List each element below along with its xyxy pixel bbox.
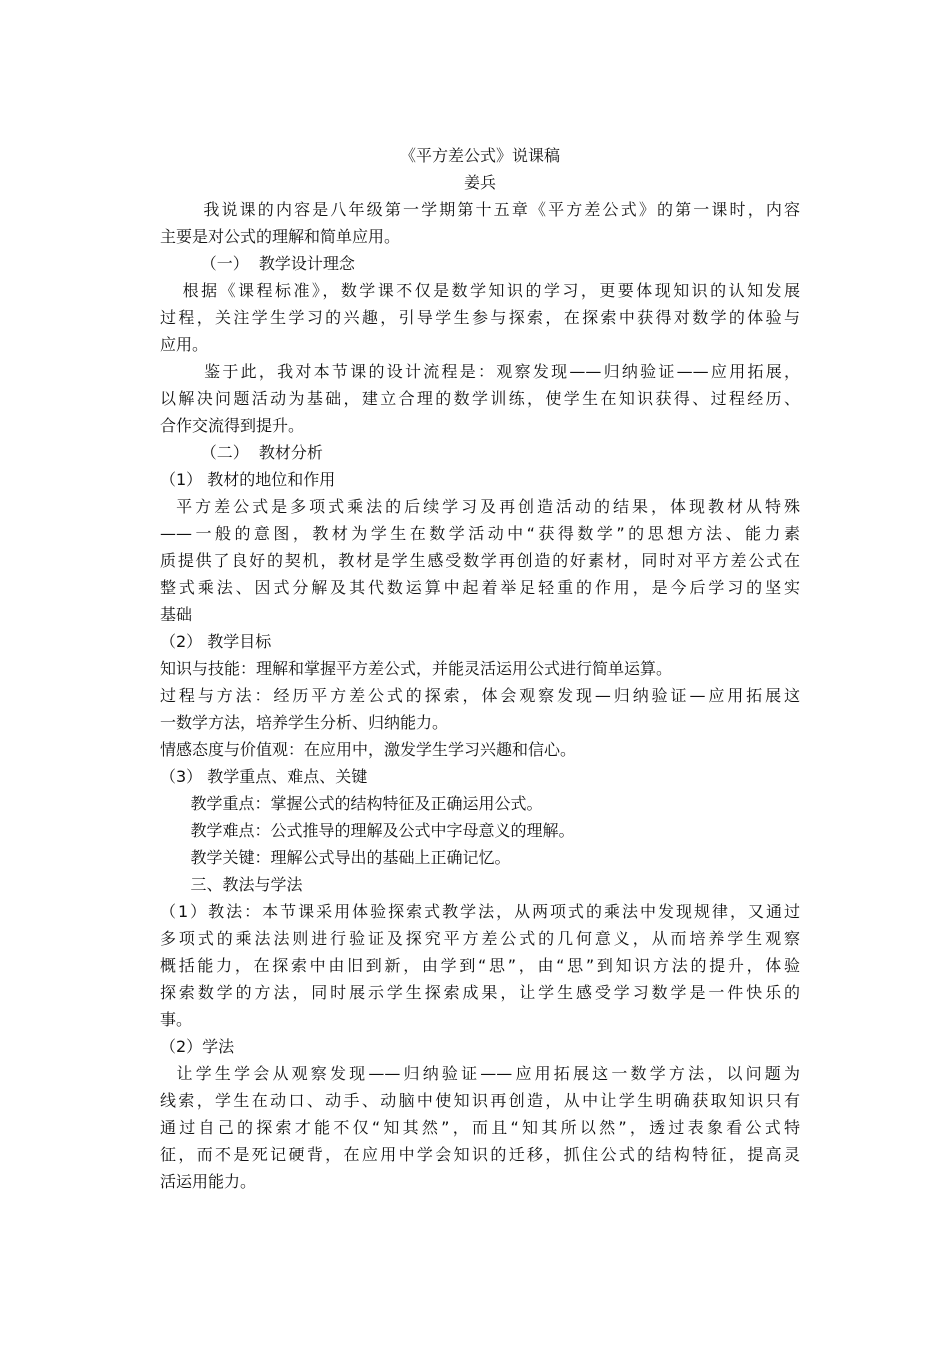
text-line: 线索，学生在动口、动手、动脑中使知识再创造，从中让学生明确获取知识只有	[160, 1091, 800, 1110]
text-line: 质提供了良好的契机，教材是学生感受数学再创造的好素材，同时对平方差公式在	[160, 551, 800, 570]
text-line: 过程与方法：经历平方差公式的探索，体会观察发现—归纳验证—应用拓展这	[160, 686, 800, 705]
text-line: 教学重点：掌握公式的结构特征及正确运用公式。	[160, 794, 543, 813]
text-line: 教学关键：理解公式导出的基础上正确记忆。	[160, 848, 511, 867]
text-line: 以解决问题活动为基础，建立合理的数学训练，使学生在知识获得、过程经历、	[160, 389, 800, 408]
text-line: 应用。	[160, 335, 209, 354]
text-line: 鉴于此，我对本节课的设计流程是：观察发现——归纳验证——应用拓展，	[160, 362, 800, 381]
text-line: 活运用能力。	[160, 1172, 257, 1191]
document-body	[160, 140, 800, 1195]
text-line: ——一般的意图，教材为学生在数学活动中“获得数学”的思想方法、能力素	[160, 524, 800, 543]
text-line: 知识与技能：理解和掌握平方差公式，并能灵活运用公式进行简单运算。	[160, 659, 673, 678]
text-line: 基础	[160, 605, 193, 624]
text-line: 过程，关注学生学习的兴趣，引导学生参与探索，在探索中获得对数学的体验与	[160, 308, 800, 327]
text-line: 主要是对公式的理解和简单应用。	[160, 227, 401, 246]
text-line: 一数学方法，培养学生分析、归纳能力。	[160, 713, 449, 732]
text-line: 整式乘法、因式分解及其代数运算中起着举足轻重的作用，是今后学习的坚实	[160, 578, 800, 597]
document-title: 《平方差公式》说课稿	[399, 146, 560, 165]
text-line: 通过自己的探索才能不仅“知其然”，而且“知其所以然”，透过表象看公式特	[160, 1118, 800, 1137]
text-line: （2） 教学目标	[160, 632, 272, 651]
text-line: 征，而不是死记硬背，在应用中学会知识的迁移，抓住公式的结构特征，提高灵	[160, 1145, 800, 1164]
text-line: （1）教法：本节课采用体验探索式教学法，从两项式的乘法中发现规律，又通过	[160, 902, 800, 921]
document-author: 姜兵	[463, 173, 496, 192]
text-line: 事。	[160, 1010, 193, 1029]
text-line: 教学难点：公式推导的理解及公式中字母意义的理解。	[160, 821, 575, 840]
text-line: 合作交流得到提升。	[160, 416, 305, 435]
text-line: 探索数学的方法，同时展示学生探索成果，让学生感受学习数学是一件快乐的	[160, 983, 800, 1002]
text-line: 情感态度与价值观：在应用中，激发学生学习兴趣和信心。	[160, 740, 577, 759]
text-line: （二） 教材分析	[160, 443, 323, 462]
text-line: （2）学法	[160, 1037, 235, 1056]
text-line: 我说课的内容是八年级第一学期第十五章《平方差公式》的第一课时，内容	[160, 200, 800, 219]
text-line: （3） 教学重点、难点、关键	[160, 767, 368, 786]
text-line: 三、教法与学法	[160, 875, 303, 894]
text-line: 平方差公式是多项式乘法的后续学习及再创造活动的结果，体现教材从特殊	[160, 497, 800, 516]
text-line: （一） 教学设计理念	[160, 254, 355, 273]
document-text	[160, 196, 800, 1195]
text-line: 多项式的乘法法则进行验证及探究平方差公式的几何意义，从而培养学生观察	[160, 929, 800, 948]
text-line: 让学生学会从观察发现——归纳验证——应用拓展这一数学方法，以问题为	[160, 1064, 800, 1083]
text-line: （1） 教材的地位和作用	[160, 470, 336, 489]
text-line: 概括能力，在探索中由旧到新，由学到“思”，由“思”到知识方法的提升，体验	[160, 956, 800, 975]
text-line: 根据《课程标准》，数学课不仅是数学知识的学习，更要体现知识的认知发展	[160, 281, 800, 300]
